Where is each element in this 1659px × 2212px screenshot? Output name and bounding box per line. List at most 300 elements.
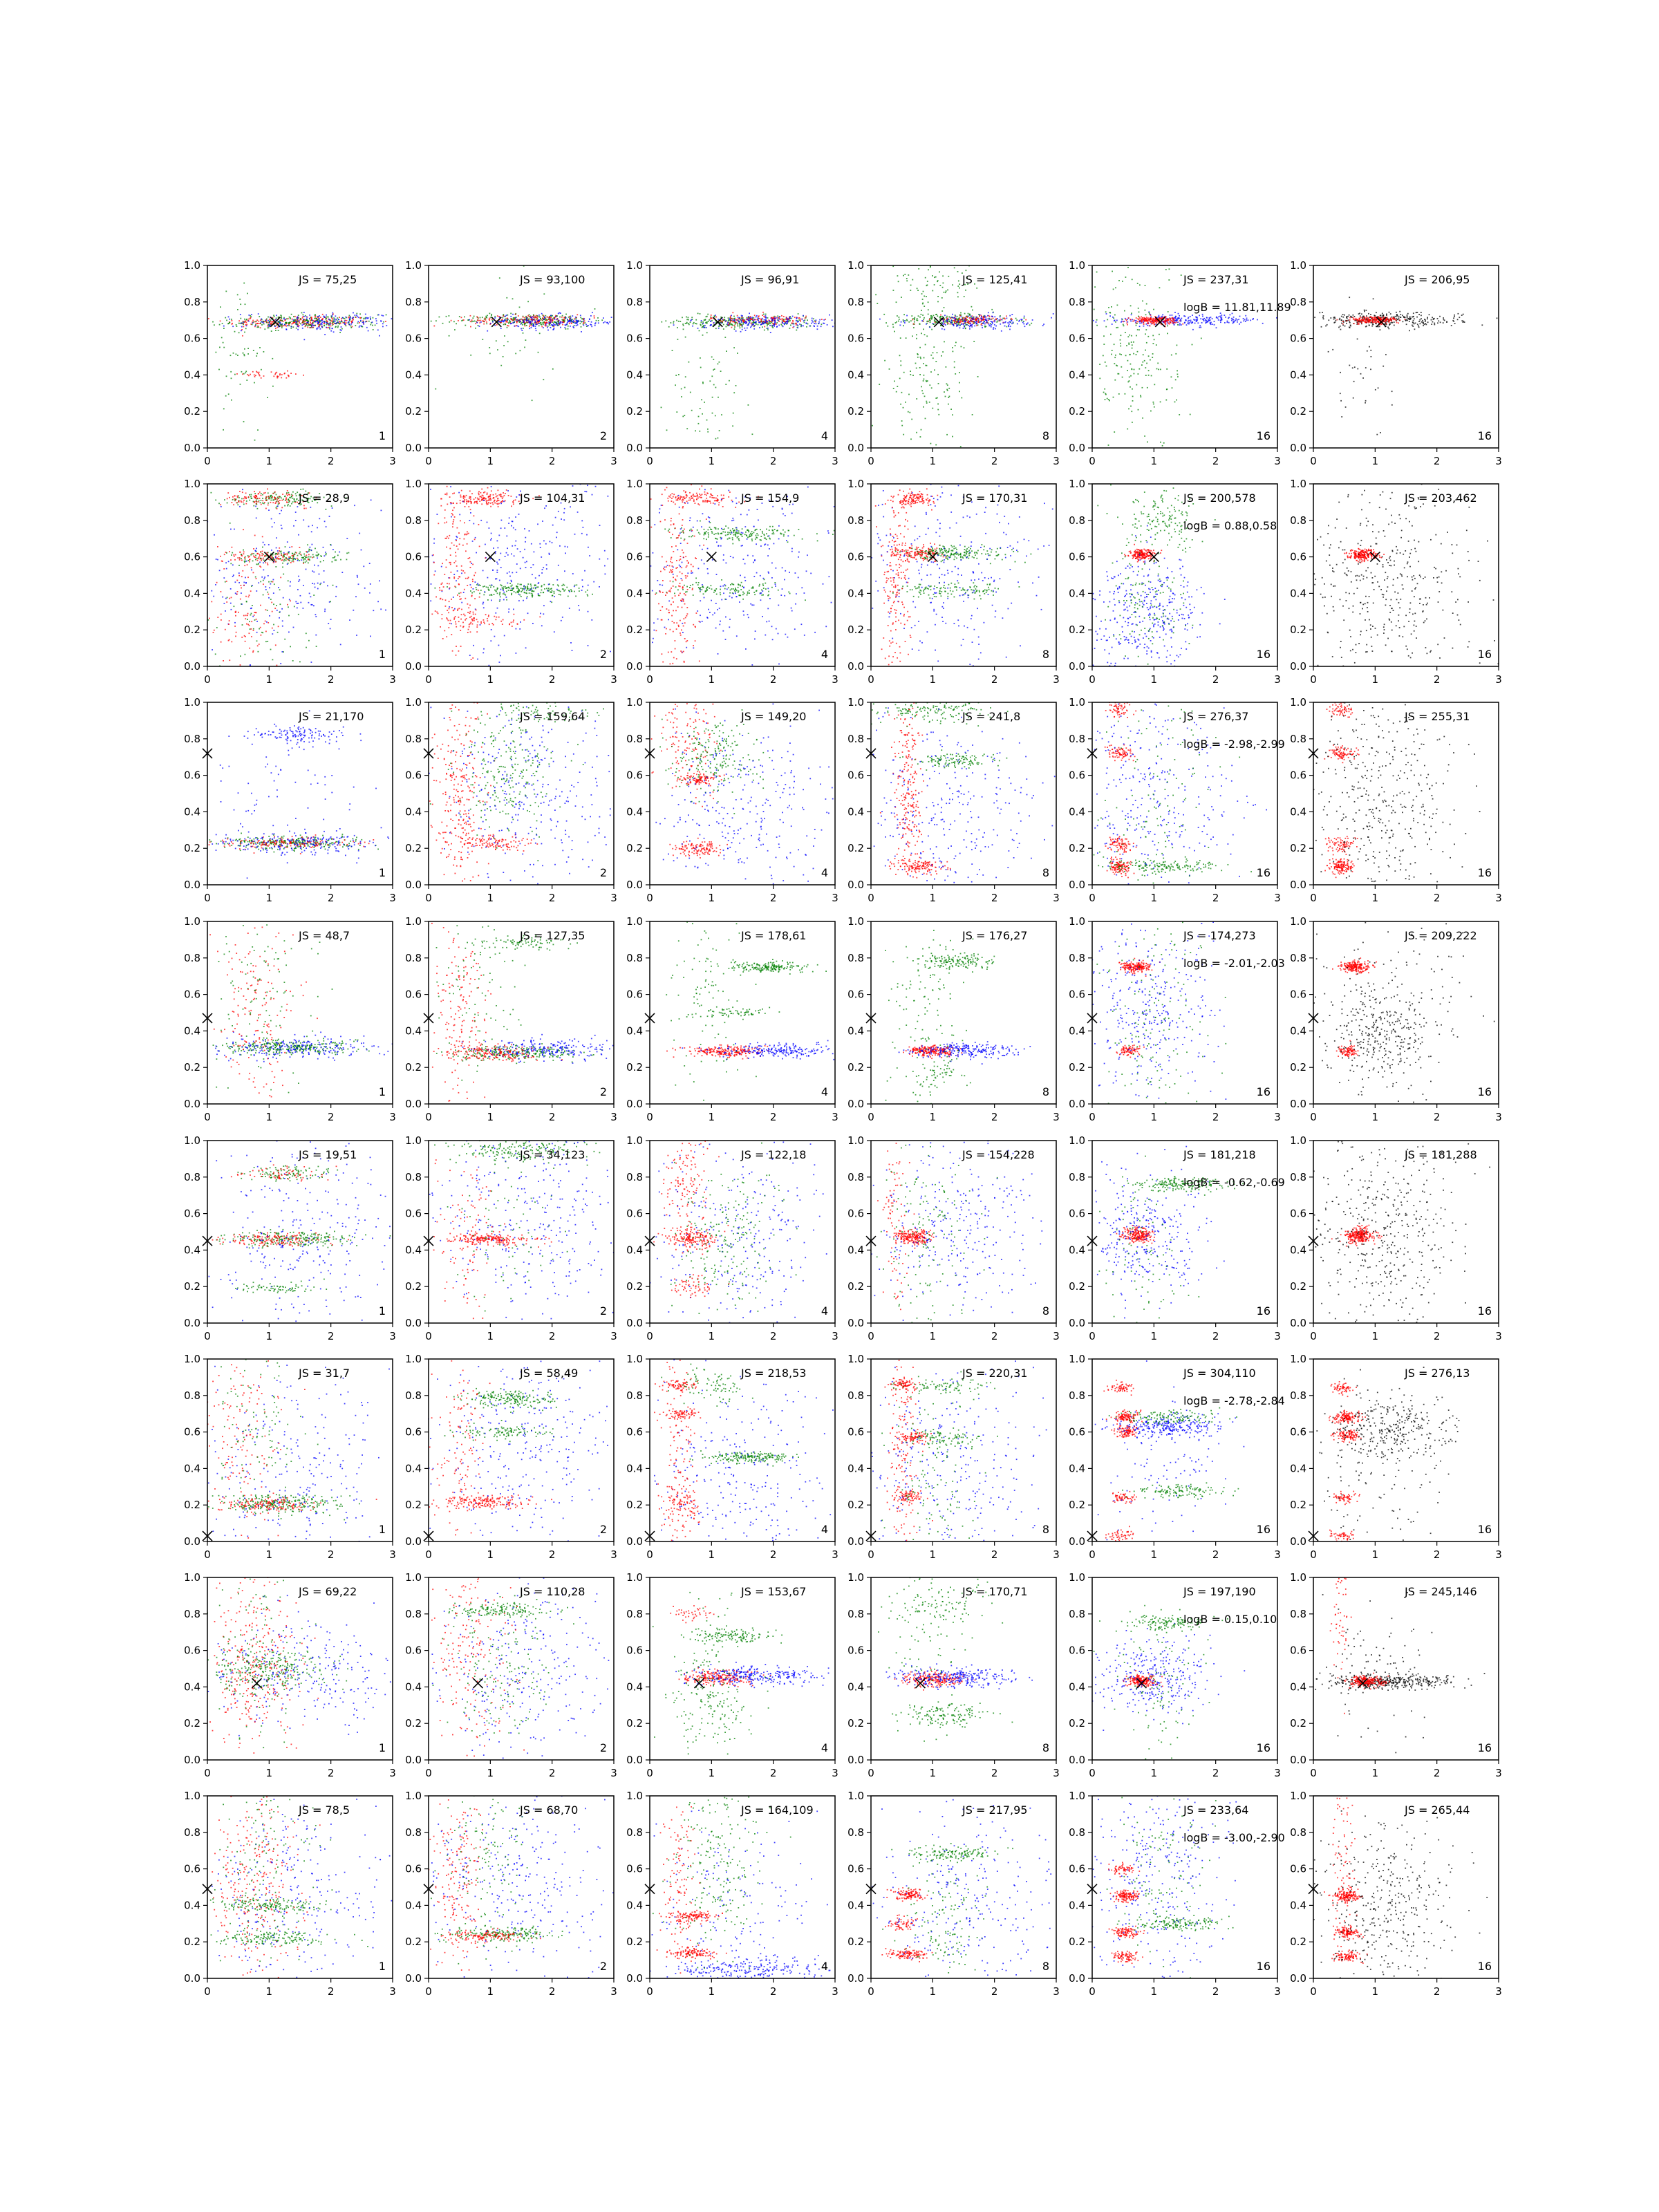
scatter-point: [370, 636, 371, 637]
scatter-point: [704, 402, 705, 403]
scatter-point: [947, 290, 948, 291]
scatter-point: [988, 315, 990, 317]
scatter-point: [264, 328, 265, 330]
scatter-point: [274, 326, 276, 327]
scatter-point: [259, 498, 261, 499]
scatter-point: [1168, 279, 1170, 281]
scatter-point: [536, 322, 538, 324]
scatter-point: [702, 335, 704, 336]
scatter-point: [1341, 323, 1342, 324]
scatter-point: [997, 318, 998, 319]
scatter-point: [817, 328, 818, 330]
scatter-point: [261, 324, 263, 326]
scatter-point: [903, 372, 905, 373]
scatter-point: [1155, 319, 1156, 321]
scatter-point: [953, 325, 955, 326]
scatter-point: [577, 324, 579, 326]
scatter-point: [243, 283, 245, 284]
scatter-point: [1181, 274, 1182, 276]
scatter-point: [309, 315, 310, 316]
y-tick-label: 0.4: [847, 368, 864, 381]
panel-r1-c5: [1069, 259, 1291, 467]
scatter-point: [1006, 318, 1008, 319]
scatter-point: [297, 603, 298, 604]
scatter-point: [232, 324, 233, 325]
scatter-point: [1418, 326, 1419, 327]
scatter-point: [814, 326, 815, 327]
scatter-point: [711, 315, 712, 316]
scatter-point: [1319, 312, 1320, 313]
scatter-point: [256, 323, 258, 324]
scatter-point: [274, 374, 276, 375]
scatter-point: [276, 376, 278, 377]
scatter-point: [275, 330, 276, 331]
scatter-point: [1374, 315, 1376, 317]
scatter-point: [344, 324, 346, 325]
scatter-point: [543, 315, 545, 317]
scatter-point: [731, 320, 732, 321]
scatter-point: [1347, 316, 1349, 317]
scatter-point: [365, 317, 366, 319]
scatter-point: [715, 328, 717, 329]
scatter-point: [762, 323, 764, 324]
scatter-point: [541, 326, 543, 328]
scatter-point: [449, 315, 450, 317]
scatter-point: [346, 325, 347, 326]
axes-frame: [1313, 265, 1499, 448]
scatter-point: [313, 605, 315, 606]
scatter-point: [522, 324, 523, 326]
scatter-point: [908, 411, 909, 413]
scatter-point: [268, 324, 269, 326]
scatter-point: [1104, 320, 1105, 321]
scatter-point: [275, 319, 276, 321]
scatter-point: [913, 324, 915, 325]
scatter-point: [817, 326, 818, 327]
scatter-point: [234, 556, 235, 557]
scatter-point: [349, 324, 350, 326]
scatter-point: [341, 328, 343, 330]
x-tick-label: 3: [610, 455, 617, 467]
scatter-point: [259, 562, 261, 563]
scatter-point: [219, 324, 221, 326]
scatter-point: [745, 330, 747, 331]
scatter-point: [297, 608, 298, 609]
scatter-point: [309, 593, 310, 594]
y-tick-label: 1.0: [1069, 259, 1085, 272]
scatter-point: [275, 556, 276, 557]
scatter-point: [475, 328, 476, 329]
scatter-point: [968, 323, 970, 324]
scatter-point: [1168, 311, 1169, 312]
scatter-point: [260, 327, 261, 328]
scatter-point: [321, 323, 323, 324]
scatter-point: [760, 319, 762, 321]
scatter-point: [1117, 305, 1118, 306]
scatter-point: [223, 347, 225, 348]
scatter-point: [303, 557, 304, 559]
scatter-point: [531, 325, 532, 326]
scatter-point: [219, 570, 221, 571]
scatter-point: [310, 604, 312, 606]
scatter-point: [332, 322, 333, 324]
scatter-point: [281, 510, 282, 512]
scatter-point: [297, 491, 298, 493]
scatter-point: [216, 352, 217, 353]
y-tick-label: 0.0: [847, 442, 864, 454]
scatter-point: [285, 554, 286, 555]
scatter-point: [1175, 379, 1177, 381]
scatter-point: [737, 319, 738, 321]
scatter-point: [1358, 323, 1360, 324]
scatter-point: [930, 355, 932, 356]
scatter-point: [988, 312, 989, 313]
scatter-point: [685, 337, 686, 338]
scatter-point: [308, 550, 310, 552]
scatter-point: [309, 549, 310, 550]
scatter-point: [281, 500, 283, 501]
scatter-point: [245, 493, 247, 494]
scatter-point: [804, 319, 805, 321]
scatter-point: [225, 291, 227, 292]
scatter-point: [245, 303, 246, 305]
scatter-point: [561, 322, 563, 324]
scatter-point: [1185, 319, 1187, 321]
scatter-point: [1414, 318, 1415, 319]
scatter-point: [771, 322, 773, 324]
scatter-point: [954, 362, 955, 363]
scatter-point: [489, 347, 490, 348]
scatter-point: [281, 377, 282, 379]
scatter-point: [1227, 321, 1228, 322]
scatter-point: [916, 432, 917, 433]
scatter-point: [278, 330, 279, 331]
scatter-point: [1214, 324, 1215, 326]
scatter-point: [1342, 324, 1344, 326]
scatter-point: [252, 371, 254, 373]
scatter-point: [698, 416, 700, 418]
scatter-point: [809, 326, 811, 327]
scatter-point: [778, 321, 780, 322]
scatter-point: [576, 320, 577, 321]
scatter-point: [267, 326, 268, 327]
scatter-point: [812, 318, 813, 319]
scatter-point: [1340, 326, 1341, 327]
scatter-point: [245, 321, 246, 322]
scatter-point: [931, 329, 932, 330]
scatter-point: [704, 325, 706, 326]
scatter-point: [932, 323, 934, 324]
scatter-point: [920, 357, 921, 358]
scatter-point: [1136, 321, 1138, 323]
scatter-point: [335, 552, 336, 553]
scatter-point: [962, 319, 963, 320]
scatter-point: [1437, 322, 1438, 324]
scatter-point: [1188, 321, 1189, 322]
scatter-point: [1145, 375, 1147, 376]
scatter-point: [244, 565, 245, 566]
scatter-point: [954, 321, 955, 322]
scatter-point: [515, 317, 516, 319]
scatter-point: [1106, 366, 1107, 367]
scatter-point: [1394, 316, 1396, 317]
scatter-point: [1122, 319, 1123, 320]
scatter-point: [1179, 324, 1180, 326]
scatter-point: [554, 321, 556, 323]
scatter-point: [470, 326, 471, 328]
scatter-point: [1132, 396, 1134, 397]
scatter-point: [547, 327, 548, 328]
scatter-point: [254, 491, 255, 492]
scatter-point: [899, 325, 901, 326]
scatter-point: [253, 548, 254, 550]
scatter-point: [931, 387, 932, 388]
scatter-point: [985, 326, 986, 327]
scatter-point: [1154, 406, 1155, 408]
scatter-point: [767, 321, 768, 323]
scatter-point: [793, 324, 794, 325]
scatter-point: [1366, 320, 1367, 321]
scatter-point: [750, 317, 751, 319]
scatter-point: [805, 323, 807, 324]
scatter-point: [786, 321, 787, 322]
scatter-point: [532, 317, 534, 318]
scatter-point: [315, 325, 316, 326]
scatter-point: [1141, 317, 1142, 318]
scatter-point: [678, 374, 679, 375]
scatter-point: [686, 322, 688, 324]
scatter-point: [964, 323, 965, 324]
scatter-point: [324, 610, 326, 612]
scatter-point: [1243, 318, 1244, 319]
scatter-point: [677, 327, 678, 328]
scatter-point: [249, 500, 250, 501]
scatter-point: [1322, 317, 1324, 319]
scatter-point: [285, 560, 287, 561]
scatter-point: [581, 326, 582, 328]
scatter-point: [275, 561, 276, 563]
scatter-point: [241, 323, 242, 324]
scatter-point: [1398, 316, 1400, 317]
scatter-point: [1368, 322, 1369, 324]
scatter-point: [1120, 346, 1121, 347]
scatter-point: [1212, 324, 1213, 325]
scatter-point: [1415, 323, 1416, 324]
scatter-point: [536, 330, 537, 331]
scatter-point: [1121, 366, 1122, 368]
scatter-point: [1112, 271, 1113, 272]
scatter-point: [1126, 323, 1127, 324]
scatter-point: [899, 378, 901, 379]
scatter-point: [1358, 324, 1360, 325]
scatter-point: [336, 323, 337, 324]
scatter-point: [1115, 321, 1116, 323]
scatter-point: [1371, 321, 1373, 322]
scatter-point: [924, 296, 925, 297]
scatter-point: [594, 317, 595, 319]
scatter-point: [944, 391, 945, 393]
scatter-point: [245, 559, 246, 560]
scatter-point: [281, 560, 282, 561]
scatter-point: [986, 322, 988, 324]
scatter-point: [752, 324, 753, 326]
scatter-point: [253, 350, 254, 351]
scatter-point: [1192, 329, 1194, 330]
scatter-point: [288, 552, 290, 554]
scatter-point: [771, 318, 772, 319]
scatter-point: [315, 635, 317, 636]
scatter-point: [1181, 324, 1182, 326]
scatter-point: [256, 496, 257, 497]
scatter-point: [368, 330, 369, 332]
scatter-point: [950, 318, 951, 319]
scatter-point: [372, 321, 373, 323]
scatter-point: [577, 314, 578, 315]
scatter-point: [1227, 321, 1228, 323]
scatter-point: [749, 322, 750, 324]
scatter-point: [735, 330, 737, 332]
scatter-point: [517, 320, 518, 321]
scatter-point: [1224, 322, 1226, 324]
scatter-point: [1337, 319, 1338, 321]
scatter-point: [728, 320, 729, 321]
scatter-point: [469, 319, 470, 321]
scatter-point: [939, 272, 940, 273]
scatter-point: [321, 556, 322, 557]
scatter-point: [923, 319, 924, 320]
scatter-point: [702, 413, 703, 415]
scatter-point: [946, 321, 948, 322]
scatter-point: [261, 553, 263, 554]
scatter-point: [994, 316, 995, 317]
scatter-point: [755, 319, 756, 321]
scatter-point: [702, 383, 704, 384]
scatter-point: [269, 615, 270, 617]
scatter-point: [1334, 318, 1335, 319]
scatter-point: [1374, 321, 1375, 323]
scatter-point: [927, 281, 928, 282]
scatter-point: [734, 328, 735, 330]
scatter-point: [747, 319, 748, 320]
scatter-point: [968, 313, 969, 315]
scatter-point: [512, 320, 513, 321]
y-tick-label: 0.8: [184, 296, 200, 308]
scatter-point: [1006, 315, 1007, 317]
scatter-point: [1339, 319, 1340, 320]
scatter-point: [921, 293, 923, 294]
scatter-point: [256, 371, 257, 373]
scatter-point: [373, 317, 374, 319]
scatter-point: [1154, 339, 1155, 340]
scatter-point: [258, 558, 259, 559]
scatter-point: [543, 379, 544, 380]
scatter-point: [934, 276, 935, 278]
scatter-point: [1159, 319, 1161, 320]
scatter-point: [1006, 326, 1008, 328]
scatter-point: [1361, 322, 1362, 324]
scatter-point: [1358, 318, 1360, 319]
scatter-point: [969, 314, 971, 315]
scatter-point: [507, 318, 508, 319]
scatter-point: [1257, 319, 1258, 321]
scatter-point: [1128, 317, 1130, 319]
scatter-point: [559, 320, 560, 321]
scatter-point: [906, 280, 908, 281]
scatter-point: [287, 505, 288, 507]
scatter-point: [268, 597, 270, 599]
scatter-point: [893, 388, 894, 389]
scatter-point: [253, 556, 254, 557]
scatter-point: [364, 318, 365, 319]
scatter-point: [957, 318, 959, 319]
y-tick-label: 0.8: [405, 296, 422, 308]
scatter-point: [912, 279, 913, 281]
scatter-point: [945, 292, 946, 293]
scatter-point: [753, 321, 754, 322]
scatter-point: [1130, 306, 1132, 307]
scatter-point: [323, 560, 324, 561]
scatter-point: [503, 320, 504, 321]
scatter-point: [1127, 267, 1129, 268]
scatter-point: [1103, 355, 1104, 357]
scatter-point: [256, 518, 257, 519]
js-annotation: JS = 96,91: [740, 273, 799, 286]
scatter-point: [583, 318, 585, 319]
scatter-point: [240, 314, 241, 315]
scatter-point: [270, 583, 271, 585]
scatter-point: [263, 562, 264, 563]
scatter-point: [686, 317, 687, 318]
scatter-point: [779, 319, 780, 320]
scatter-point: [1353, 315, 1354, 316]
scatter-point: [353, 312, 354, 314]
scatter-point: [1437, 318, 1438, 319]
scatter-point: [1419, 319, 1421, 321]
x-tick-label: 3: [832, 455, 838, 467]
scatter-point: [324, 323, 325, 324]
scatter-point: [1235, 318, 1237, 319]
scatter-point: [377, 330, 379, 331]
scatter-point: [1454, 323, 1456, 324]
scatter-point: [245, 322, 247, 324]
scatter-point: [1325, 326, 1327, 327]
scatter-point: [921, 314, 922, 315]
scatter-point: [239, 299, 241, 300]
scatter-point: [249, 594, 250, 596]
scatter-point: [937, 301, 939, 303]
scatter-point: [526, 319, 527, 321]
scatter-point: [310, 320, 311, 321]
scatter-point: [317, 316, 319, 317]
scatter-point: [242, 335, 243, 337]
scatter-point: [268, 327, 269, 328]
scatter-point: [497, 349, 498, 350]
scatter-point: [244, 355, 245, 357]
scatter-point: [552, 368, 554, 370]
scatter-point: [523, 317, 524, 318]
scatter-point: [935, 361, 937, 362]
scatter-point: [1156, 320, 1157, 321]
scatter-point: [332, 324, 333, 326]
scatter-point: [1461, 320, 1463, 321]
scatter-point: [536, 315, 537, 317]
scatter-point: [376, 320, 377, 321]
scatter-point: [289, 547, 290, 548]
scatter-point: [796, 320, 797, 321]
scatter-point: [675, 384, 676, 386]
js-annotation: JS = 75,25: [298, 273, 357, 286]
scatter-point: [1416, 312, 1418, 313]
